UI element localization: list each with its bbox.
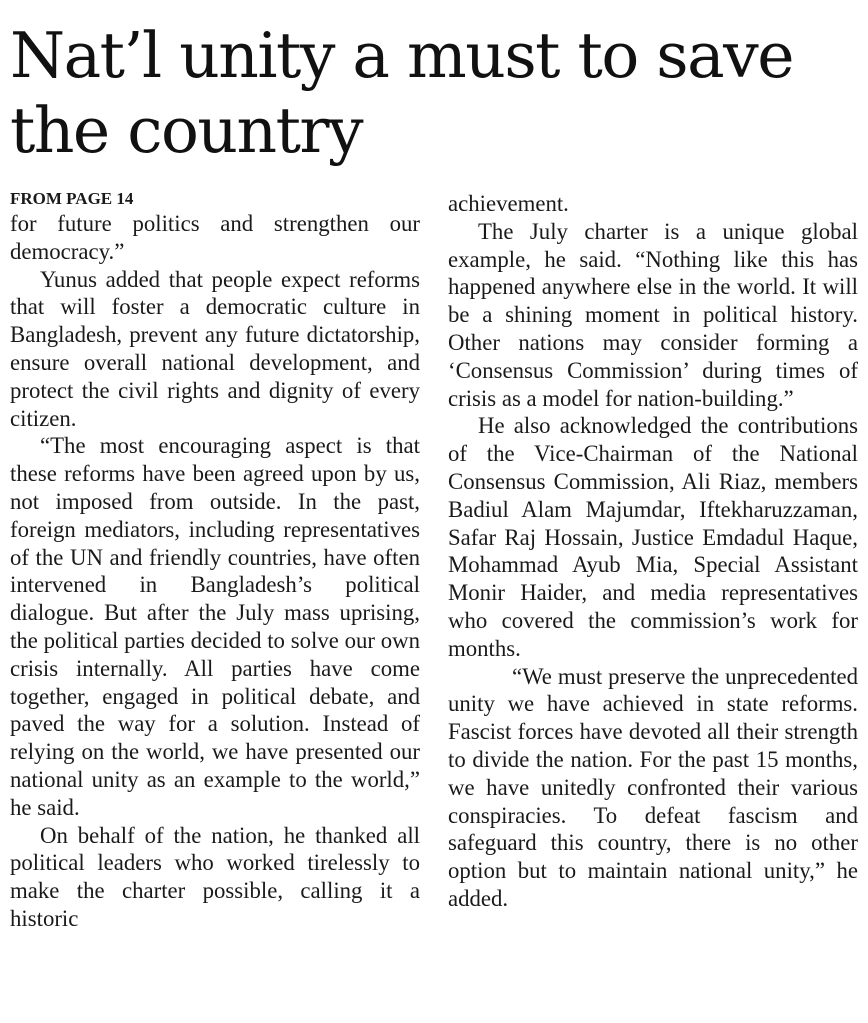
article-column-left [10, 190, 420, 933]
paragraph: He also acknowledged the contributions of the Vice-Chairman of the National Consensus Commission, Ali Riaz, members Badiul Alam Majumdar, Iftekharuzzaman, Safar Raj Hossain, Justice Emdadul Haque, Mohammad Ayub Mia, Special Assistant Monir Haider, and media representatives who covered the commission’s work for months. [448, 413, 858, 661]
dateline: FROM PAGE 14 [10, 189, 134, 208]
headline: Nat’l unity a must to save the country [10, 19, 794, 167]
paragraph: On behalf of the nation, he thanked all political leaders who worked tirelessly to make the charter possible, calling it a historic [10, 822, 420, 931]
article-column-right [448, 190, 858, 913]
paragraph: achievement. [448, 191, 569, 216]
paragraph: Yunus added that people expect reforms that will foster a democratic culture in Bangladesh, prevent any future dictatorship, ensure overall national development, and protect the civil rights and dignity of every citizen. [10, 266, 420, 431]
paragraph: “The most encouraging aspect is that these reforms have been agreed upon by us, not imposed from outside. In the past, foreign mediators, including representatives of the UN and friendly countries, have often intervened in Bangladesh’s political dialogue. But after the July mass uprising, the political parties decided to solve our own crisis internally. All parties have come together, engaged in political debate, and paved the way for a solution. Instead of relying on the world, we have presented our national unity as an example to the world,” he said. [10, 433, 420, 820]
paragraph: for future politics and strengthen our democracy.” [10, 211, 420, 264]
paragraph: The July charter is a unique global example, he said. “Nothing like this has happened anywhere else in the world. It will be a shining moment in political history. Other nations may consider forming a ‘Consensus Commission’ during times of crisis as a model for nation-building.” [448, 218, 858, 411]
paragraph: “We must preserve the unprecedented unity we have achieved in state reforms. Fascist forces have devoted all their strength to divide the nation. For the past 15 months, we have unitedly confronted their various conspiracies. To defeat fascism and safeguard this country, there is no other option but to maintain national unity,” he added. [448, 663, 858, 911]
